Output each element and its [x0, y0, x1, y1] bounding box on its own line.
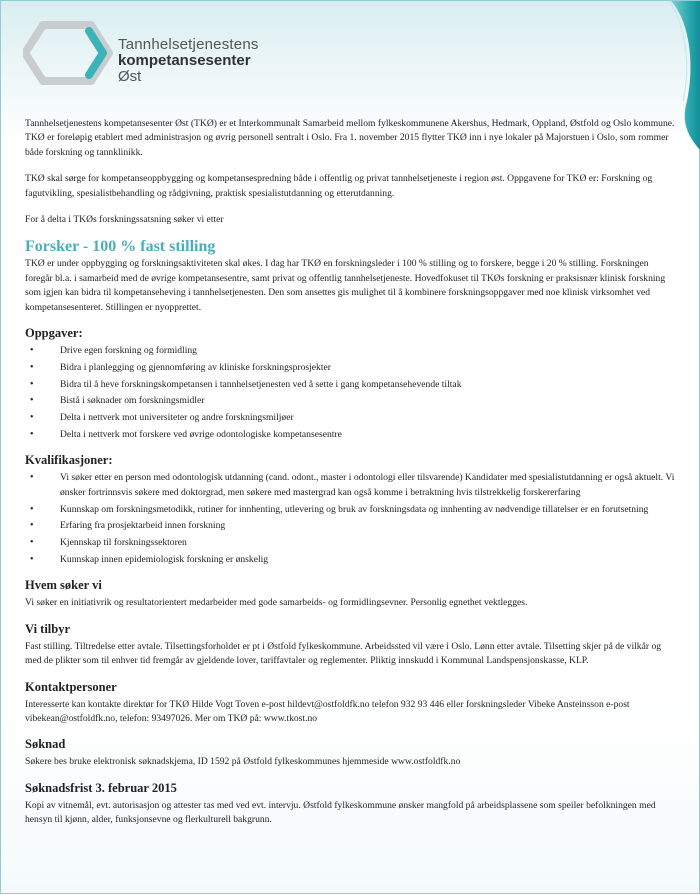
intro-paragraph-3: For å delta i TKØs forskningssatsning søker vi etter	[25, 214, 224, 226]
application-text: Søkere bes bruke elektronisk søknadskjema, ID 1592 på Østfold fylkeskommunes hjemmeside www.ostfoldfk.no	[25, 756, 461, 768]
offer-section	[25, 621, 675, 669]
intro-paragraph-2: TKØ skal sørge for kompetanseoppbygging og kompetansespredning både i offentlig og privat tannhelsetjeneste i region øst. Oppgavene for TKØ er: Forskning og fagutvikling, spesialistbehandling og rådgivning, praktisk spesialistutdanning og etterutdanning.	[25, 173, 653, 199]
main-content	[25, 117, 675, 828]
list-item: • Erfaring fra prosjektarbeid innen forskning	[25, 519, 675, 533]
list-item: • Delta i nettverk mot forskere ved øvrige odontologiske kompetansesentre	[25, 428, 675, 442]
logo-line-1: Tannhelsetjenestens	[118, 36, 259, 53]
list-item: • Bidra til å heve forskningskompetansen i tannhelsetjenesten ved å sette i gang kompetansehevende tiltak	[25, 378, 675, 392]
offer-heading: Vi tilbyr	[25, 621, 71, 636]
deadline-section	[25, 780, 675, 828]
list-item: • Kunnskap innen epidemiologisk forskning er ønskelig	[25, 553, 675, 567]
who-section	[25, 577, 675, 610]
hexagon-logo-icon	[23, 21, 113, 85]
qualifications-section	[25, 452, 675, 567]
list-item: • Bistå i søknader om forskningsmidler	[25, 394, 675, 408]
list-item: • Drive egen forskning og formidling	[25, 344, 675, 358]
contact-section	[25, 679, 675, 727]
logo-text	[118, 37, 259, 85]
tasks-list	[25, 344, 675, 442]
contact-text: Interesserte kan kontakte direktør for TKØ Hilde Vogt Toven e-post hildevt@ostfoldfk.no telefon 932 93 446 eller forskningsleder Vibeke Ansteinsson e-post vibekean@ostfoldfk.no, telefon: 93497026. Mer om TKØ på: www.tkost.no	[25, 698, 630, 725]
contact-heading: Kontaktpersoner	[25, 679, 117, 694]
tasks-section	[25, 325, 675, 442]
list-item: • Bidra i planlegging og gjennomføring av kliniske forskningsprosjekter	[25, 361, 675, 375]
logo-line-3: Øst	[118, 68, 142, 85]
position-description: TKØ er under oppbygging og forskningsaktiviteten skal økes. I dag har TKØ en forskningsleder i 100 % stilling og to forskere, begge i 20 % stilling. Forskningen foregår bl.a. i samarbeid med de øvrige kompetansesentre, samt privat og offentlig tannhelsetjeneste. Hovedfokuset til TKØs forskning er praksisnær klinisk forskning som igjen kan bidra til kompetanseheving i tannhelsetjenesten. Den som ansettes gis mulighet til å kombinere forskningsoppgaver med noe klinisk virksomhet ved kompetansesenteret. Stillingen er nyopprettet.	[25, 258, 666, 313]
offer-text: Fast stilling. Tiltredelse etter avtale. Tilsettingsforholdet er pt i Østfold fylkeskommune. Arbeidssted vil være i Oslo. Lønn etter avtale. Tilsetting skjer på de vilkår og med de plikter som til enhver tid fremgår av gjeldende lover, tariffavtaler og reglementer. Pliktig innskudd i Kommunal Landspensjonskasse, KLP.	[25, 640, 662, 667]
list-item: • Delta i nettverk mot universiteter og andre forskningsmiljøer	[25, 411, 675, 425]
list-item: • Kunnskap om forskningsmetodikk, rutiner for innhenting, utlevering og bruk av forskningsdata og innhenting av nødvendige tillatelser er en forutsetning	[25, 503, 675, 517]
logo-line-2: kompetansesenter	[118, 52, 251, 69]
position-title: Forsker - 100 % fast stilling	[25, 238, 216, 256]
deadline-text: Kopi av vitnemål, evt. autorisasjon og attester tas med ved evt. intervju. Østfold fylkeskommune ønsker mangfold på arbeidsplassene som speiler befolkningen med hensyn til kjønn, alder, funksjonsevne og flerkulturell bakgrunn.	[25, 799, 656, 826]
deadline-heading: Søknadsfrist 3. februar 2015	[25, 780, 177, 795]
qualifications-list	[25, 471, 675, 567]
header	[1, 1, 699, 101]
list-item: • Kjennskap til forskningssektoren	[25, 536, 675, 550]
who-heading: Hvem søker vi	[25, 578, 102, 593]
application-heading: Søknad	[25, 737, 66, 752]
application-section	[25, 736, 675, 769]
tasks-heading: Oppgaver:	[25, 326, 83, 341]
list-item: • Vi søker etter en person med odontologisk utdanning (cand. odont., master i odontologi eller tilsvarende) Kandidater med spesialistutdanning er også aktuelt. Vi ønsker fortrinnsvis søkere med doktorgrad, men søkere med mastergrad kan også komme i betraktning hvis tilstrekkelig forskererfaring	[25, 471, 675, 500]
qualifications-heading: Kvalifikasjoner:	[25, 453, 113, 468]
who-text: Vi søker en initiativrik og resultatorientert medarbeider med gode samarbeids- og formidlingsevner. Personlig egnethet vektlegges.	[25, 597, 528, 609]
intro-paragraph-1: Tannhelsetjenestens kompetansesenter Øst (TKØ) er et Interkommunalt Samarbeid mellom fylkeskommunene Akershus, Hedmark, Oppland, Østfold og Oslo kommune. TKØ er foreløpig etablert med administrasjon og øvrig personell sentralt i Oslo. Fra 1. november 2015 flytter TKØ inn i nye lokaler på Majorstuen i Oslo, som rommer både forskning og tannklinikk.	[25, 118, 675, 158]
